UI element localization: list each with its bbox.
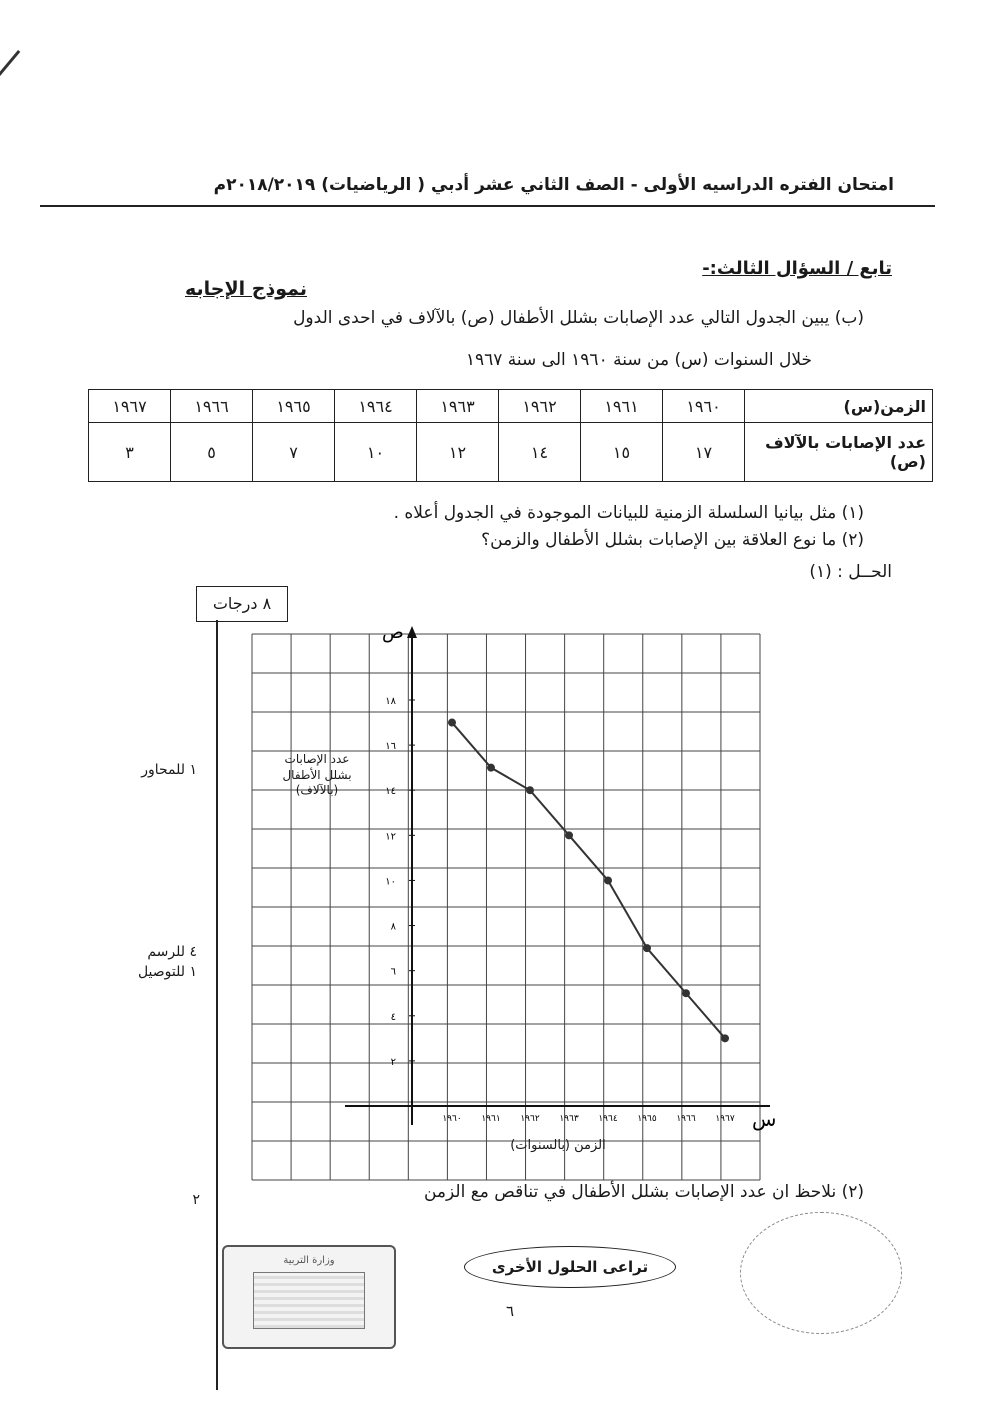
data-point xyxy=(565,831,573,839)
data-point xyxy=(643,944,651,952)
table-cell: ١٩٦٠ xyxy=(663,390,745,423)
x-tick-label: ١٩٦٤ xyxy=(598,1114,618,1124)
table-cell: ١٩٦٧ xyxy=(89,390,171,423)
x-tick-label: ١٩٦٧ xyxy=(715,1114,735,1124)
x-tick-label: ١٩٦٣ xyxy=(559,1114,579,1124)
y-tick-label: ٤ xyxy=(390,1011,396,1023)
question-item2: (٢) ما نوع العلاقة بين الإصابات بشلل الأطفال والزمن؟ xyxy=(481,530,864,550)
page-number: ٦ xyxy=(506,1302,515,1320)
table-cell: ١٩٦٥ xyxy=(253,390,335,423)
question-item1: (١) مثل بيانيا السلسلة الزمنية للبيانات الموجودة في الجدول أعلاه . xyxy=(393,503,864,523)
data-point xyxy=(604,876,612,884)
chart-grid xyxy=(252,634,760,1180)
data-point xyxy=(682,989,690,997)
data-point xyxy=(721,1034,729,1042)
table-cell: ٥ xyxy=(171,423,253,482)
mark-drawing: ٤ للرسم xyxy=(147,944,197,960)
table-cell: ٣ xyxy=(89,423,171,482)
table-row-label: عدد الإصابات بالآلاف (ص) xyxy=(745,423,933,482)
grade-box: ٨ درجات xyxy=(196,586,288,622)
table-cell: ١٧ xyxy=(663,423,745,482)
x-axis-symbol: س xyxy=(752,1107,777,1131)
y-tick-label: ٨ xyxy=(390,921,396,933)
x-tick-label: ١٩٦٥ xyxy=(637,1114,657,1124)
ministry-stamp-left xyxy=(222,1245,396,1349)
chart-axes xyxy=(345,622,776,1131)
y-tick-label: ١٨ xyxy=(385,696,396,707)
table-cell: ١٤ xyxy=(499,423,581,482)
table-cell: ١٩٦٦ xyxy=(171,390,253,423)
solution-label: الحــل : (١) xyxy=(809,562,892,582)
y-tick-label: ١٠ xyxy=(385,876,396,888)
question-title: تابع / السؤال الثالث:- xyxy=(702,258,892,279)
question-intro-line2: خلال السنوات (س) من سنة ١٩٦٠ الى سنة ١٩٦٧ xyxy=(465,350,812,370)
other-solutions-note: تراعى الحلول الأخرى xyxy=(464,1246,676,1288)
data-point xyxy=(448,719,456,727)
y-axis-label: عدد الإصابات بشلل الأطفال (بالآلاف) xyxy=(282,752,352,798)
x-axis-label: الزمن (بالسنوات) xyxy=(510,1138,606,1153)
x-tick-label: ١٩٦٦ xyxy=(676,1114,696,1124)
chart-marks xyxy=(448,719,729,1043)
answer-2: (٢) نلاحظ ان عدد الإصابات بشلل الأطفال في تناقص مع الزمن xyxy=(423,1182,864,1202)
book-emblem-icon xyxy=(253,1272,365,1329)
model-answer-label: نموذج الإجابه xyxy=(185,278,307,300)
y-tick-label: ١٤ xyxy=(385,786,396,798)
table-cell: ١٩٦٢ xyxy=(499,390,581,423)
x-tick-label: ١٩٦١ xyxy=(481,1114,501,1124)
table-cell: ١٠ xyxy=(335,423,417,482)
table-cell: ١٥ xyxy=(581,423,663,482)
mark-connecting: ١ للتوصيل xyxy=(137,964,197,980)
exam-header: امتحان الفتره الدراسيه الأولى - الصف الثاني عشر أدبي ( الرياضيات) ٢٠١٨/٢٠١٩م xyxy=(213,175,894,195)
y-axis-arrow-icon xyxy=(407,626,417,638)
y-tick-label: ٦ xyxy=(390,966,396,978)
data-point xyxy=(487,764,495,772)
table-cell: ٧ xyxy=(253,423,335,482)
y-tick-label: ١٦ xyxy=(385,741,396,753)
table-cell: ١٢ xyxy=(417,423,499,482)
question-intro-line1: (ب) يبين الجدول التالي عدد الإصابات بشلل الأطفال (ص) بالآلاف في احدى الدول xyxy=(293,308,864,328)
data-point xyxy=(526,786,534,794)
y-tick-label: ٢ xyxy=(390,1056,396,1068)
x-tick-label: ١٩٦٢ xyxy=(520,1114,540,1124)
table-cell: ١٩٦١ xyxy=(581,390,663,423)
y-axis-symbol: ص xyxy=(382,622,404,643)
stamp-caption: وزارة التربية xyxy=(283,1255,335,1266)
table-row-label: الزمن(س) xyxy=(745,390,933,423)
mark-q2: ٢ xyxy=(192,1192,200,1208)
mark-axes: ١ للمحاور xyxy=(141,762,197,778)
y-tick-label: ١٢ xyxy=(385,831,396,843)
table-cell: ١٩٦٣ xyxy=(417,390,499,423)
table-cell: ١٩٦٤ xyxy=(335,390,417,423)
x-tick-label: ١٩٦٠ xyxy=(442,1114,462,1124)
ministry-stamp-right xyxy=(740,1212,902,1334)
